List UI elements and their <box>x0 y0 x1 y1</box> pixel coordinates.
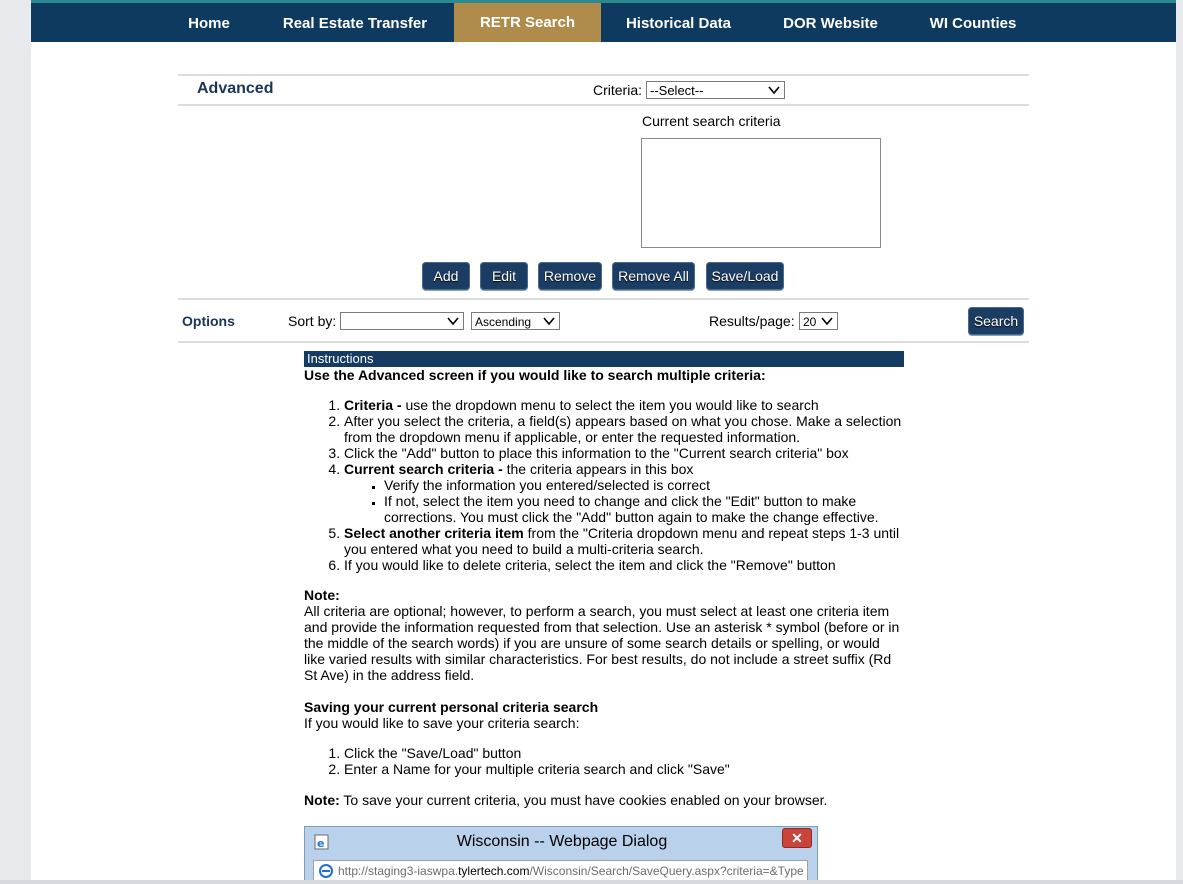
criteria-select-value: --Select-- <box>650 83 704 98</box>
nav-dor-website[interactable]: DOR Website <box>783 15 878 32</box>
chevron-down-icon <box>820 314 834 328</box>
main-nav <box>31 3 1176 42</box>
edit-button[interactable]: Edit <box>480 262 528 290</box>
current-criteria-label: Current search criteria <box>642 113 781 129</box>
nav-real-estate-transfer[interactable]: Real Estate Transfer <box>282 15 428 32</box>
nav-wi-counties[interactable]: WI Counties <box>929 15 1017 32</box>
search-button[interactable]: Search <box>968 307 1024 335</box>
results-per-page-select[interactable] <box>799 312 838 330</box>
advanced-title: Advanced <box>197 80 274 97</box>
note-text: All criteria are optional; however, to perform a search, you must select at least one criteria item and provide the information requested from that selection. Use an asterisk * symbol (before or in the middle of the search words) if you are unsure of some search details or spelling, or would like varied results with similar characteristics. For best results, do not include a street suffix (Rd St Ave) in the address field. <box>304 603 900 683</box>
nav-retr-search[interactable]: RETR Search <box>454 3 601 42</box>
note-title: Note: <box>304 587 340 603</box>
dialog-url: http://staging3-iaswpa.tylertech.com/Wisconsin/Search/SaveQuery.aspx?criteria=&Type <box>313 860 808 882</box>
divider <box>178 341 1029 343</box>
remove-button[interactable]: Remove <box>538 262 602 290</box>
list-item: 1. Click the "Save/Load" button <box>344 745 904 761</box>
instructions-substeps <box>344 477 904 525</box>
divider <box>178 74 1029 76</box>
close-icon: ✕ <box>782 828 812 848</box>
list-item: 5. Select another criteria item from the "Criteria dropdown menu and repeat steps 1-3 until you entered what you need to build a multi-criteria search. <box>344 525 904 557</box>
nav-home[interactable]: Home <box>188 15 230 32</box>
criteria-label: Criteria: <box>593 82 643 98</box>
list-item: 2. Enter a Name for your multiple criteria search and click "Save" <box>344 761 904 777</box>
list-item: ▪ Verify the information you entered/selected is correct <box>384 477 904 493</box>
sort-by-label: Sort by: <box>288 313 337 329</box>
sort-by-select[interactable] <box>340 312 464 330</box>
instructions-header: Instructions <box>304 351 904 367</box>
saving-intro: If you would like to save your criteria search: <box>304 715 580 731</box>
list-item: 2. After you select the criteria, a field(s) appears based on what you chose. Make a selection from the dropdown menu if applicable, or enter the requested information. <box>344 413 904 445</box>
results-per-page-label: Results/page: <box>709 313 795 329</box>
chevron-down-icon <box>446 314 460 328</box>
add-button[interactable]: Add <box>422 262 470 290</box>
page <box>31 0 1176 884</box>
divider <box>178 298 1029 300</box>
saving-title: Saving your current personal criteria search <box>304 699 599 715</box>
dialog-title: Wisconsin -- Webpage Dialog <box>456 833 668 850</box>
list-item: 4. Current search criteria - the criteria appears in this box ▪ Verify the information you entered/selected is correct ▪ If not, select the item you need to change and click the "Edit" button to make corrections. You must click the "Add" button again to make the change effective. <box>344 461 904 525</box>
chevron-down-icon <box>767 83 781 97</box>
instructions-steps <box>304 397 904 573</box>
list-item: 6. If you would like to delete criteria, select the item and click the "Remove" button <box>344 557 904 573</box>
saving-steps <box>304 745 904 777</box>
results-per-page-value: 20 <box>803 315 817 329</box>
save-load-button[interactable]: Save/Load <box>706 262 784 290</box>
chevron-down-icon <box>542 314 556 328</box>
cookie-note: Note: To save your current criteria, you must have cookies enabled on your browser. <box>304 792 828 808</box>
svg-text:e: e <box>317 837 325 850</box>
list-item: 1. Criteria - use the dropdown menu to select the item you would like to search <box>344 397 904 413</box>
save-query-dialog-screenshot <box>304 826 818 884</box>
options-title: Options <box>182 313 235 329</box>
divider <box>178 104 1029 106</box>
sort-order-select[interactable] <box>471 312 560 330</box>
ie-icon <box>319 864 333 878</box>
sort-order-value: Ascending <box>475 315 532 329</box>
list-item: ▪ If not, select the item you need to change and click the "Edit" button to make corrections. You must click the "Add" button again to make the change effective. <box>384 493 904 525</box>
list-item: 3. Click the "Add" button to place this information to the "Current search criteria" box <box>344 445 904 461</box>
window-bottom-edge <box>0 880 1183 884</box>
remove-all-button[interactable]: Remove All <box>612 262 695 290</box>
current-criteria-list[interactable] <box>641 138 881 248</box>
instructions-panel <box>304 351 904 808</box>
nav-historical-data[interactable]: Historical Data <box>625 15 732 32</box>
criteria-select[interactable] <box>646 81 785 99</box>
instructions-intro: Use the Advanced screen if you would like to search multiple criteria: <box>304 367 766 383</box>
